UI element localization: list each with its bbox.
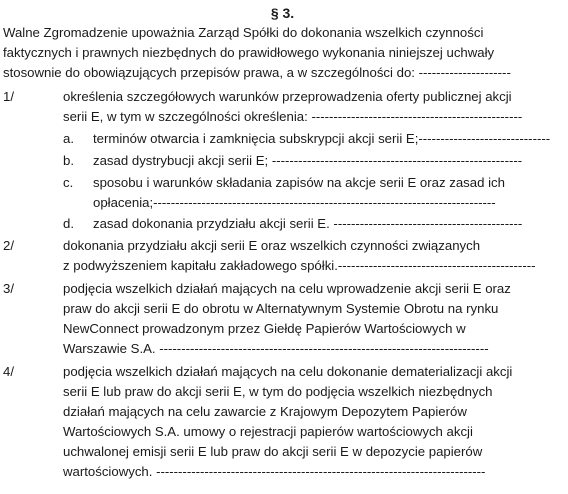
item-number: 2/: [3, 238, 14, 253]
subitem-letter: a.: [63, 131, 74, 146]
item-1-line-1: określenia szczegółowych warunków przeprowadzenia oferty publicznej akcji: [63, 89, 512, 104]
subitem-c-text-1: sposobu i warunków składania zapisów na akcje serii E oraz zasad ich: [93, 175, 505, 190]
intro-line-1: Walne Zgromadzenie upoważnia Zarząd Spółki do dokonania wszelkich czynności: [3, 25, 484, 40]
subitem-letter: c.: [63, 175, 74, 190]
item-3-line-3: NewConnect prowadzonym przez Giełdę Papierów Wartościowych w: [63, 321, 466, 336]
subitem-c-text-2: opłacenia;------------------------------------------------------------------------------: [93, 195, 496, 210]
item-4-line-4: Wartościowych S.A. umowy o rejestracji papierów wartościowych akcji: [63, 424, 473, 439]
item-2-line-1: dokonania przydziału akcji serii E oraz wszelkich czynności związanych: [63, 238, 481, 253]
item-3-line-4: Warszawie S.A. ---------------------------------------------------------------------------: [63, 341, 489, 356]
item-3-line-2: praw do akcji serii E do obrotu w Alternatywnym Systemie Obrotu na rynku: [63, 301, 499, 316]
item-3-line-1: podjęcia wszelkich działań mających na celu wprowadzenie akcji serii E oraz: [63, 281, 511, 296]
subitem-a-text: terminów otwarcia i zamknięcia subskrypcji akcji serii E;------------------------------: [93, 131, 551, 146]
item-number: 4/: [3, 364, 14, 379]
item-2-line-2: z podwyższeniem kapitału zakładowego spółki.---------------------------------------------: [63, 258, 536, 273]
item-4-line-1: podjęcia wszelkich działań mających na celu dokonanie dematerializacji akcji: [63, 364, 513, 379]
item-number: 3/: [3, 281, 14, 296]
subitem-letter: d.: [63, 216, 74, 231]
item-4-line-6: wartościowych. ---------------------------------------------------------------------------: [63, 464, 486, 479]
section-heading: § 3.: [270, 5, 295, 21]
item-number: 1/: [3, 89, 14, 104]
subitem-b-text: zasad dystrybucji akcji serii E; ---------------------------------------------------------: [93, 153, 523, 168]
item-4-line-5: uchwalonej emisji serii E lub praw do akcji serii E w depozycie papierów: [63, 444, 483, 459]
item-4-line-3: działań mających na celu zawarcie z Krajowym Depozytem Papierów: [63, 404, 467, 419]
subitem-letter: b.: [63, 153, 74, 168]
intro-line-2: faktycznych i prawnych niezbędnych do prawidłowego wykonania niniejszej uchwały: [3, 45, 495, 60]
item-4-line-2: serii E lub praw do akcji serii E, w tym do podjęcia wszelkich niezbędnych: [63, 384, 493, 399]
subitem-d-text: zasad dokonania przydziału akcji serii E. -------------------------------------------: [93, 216, 523, 231]
item-1-line-2: serii E, w tym w szczególności określenia: ------------------------------------------------: [63, 109, 523, 124]
intro-line-3: stosownie do obowiązujących przepisów prawa, a w szczególności do: ---------------------: [3, 65, 511, 80]
